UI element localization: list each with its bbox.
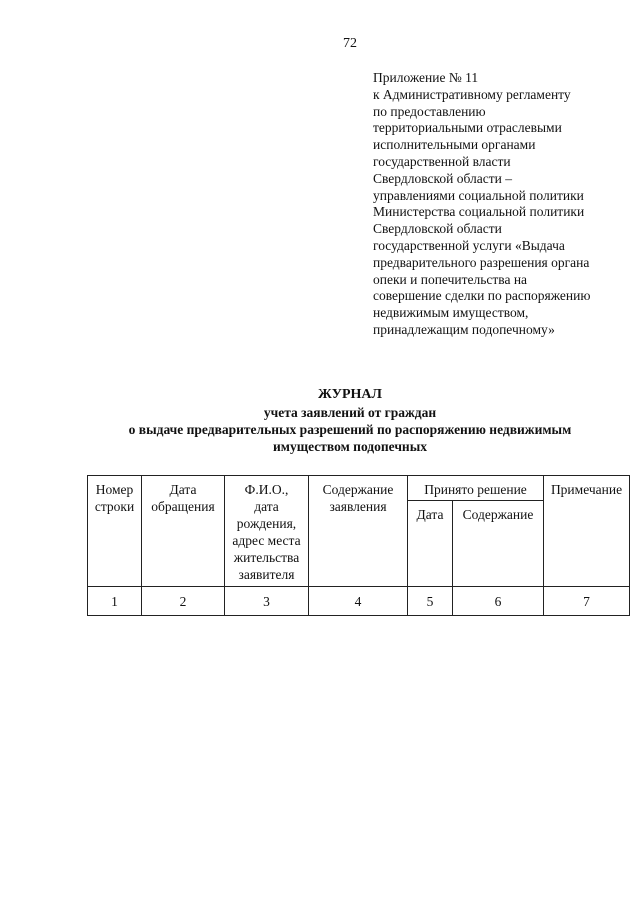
header-request-date: Дата обращения [142,476,225,587]
header-decision-content: Содержание [453,501,544,587]
journal-title: ЖУРНАЛ [318,387,382,402]
appendix-line: недвижимым имуществом, [373,305,529,321]
appendix-line: совершение сделки по распоряжению [373,288,591,304]
header-applicant-info: Ф.И.О., дата рождения, адрес места жительства заявителя [225,476,309,587]
appendix-line: Министерства социальной политики [373,204,585,220]
appendix-line: управлениями социальной политики [373,187,584,203]
appendix-line: по предоставлению [373,103,486,119]
appendix-line: предварительного разрешения органа [373,254,590,270]
appendix-line: государственной власти [373,153,511,169]
appendix-line: принадлежащим подопечному» [373,321,555,337]
header-note: Примечание [544,476,630,587]
appendix-line: территориальными отраслевыми [373,120,562,136]
appendix-line: Свердловской области [373,221,502,237]
appendix-line: к Административному регламенту [373,86,571,102]
journal-subtitle-line: учета заявлений от граждан [263,405,437,420]
column-number-cell: 6 [453,587,544,616]
column-number-cell: 3 [225,587,309,616]
table-header-row [88,476,630,501]
column-number-cell: 5 [408,587,453,616]
page-number: 72 [343,36,357,51]
appendix-line: Приложение № 11 [373,70,479,85]
appendix-line: исполнительными органами [373,137,536,153]
column-number-cell: 7 [544,587,630,616]
journal-subtitle-line: имуществом подопечных [273,439,427,454]
column-number-cell: 2 [142,587,225,616]
journal-subtitle [0,404,640,455]
table-row [88,587,630,616]
column-number-cell: 1 [88,587,142,616]
journal-subtitle-line: о выдаче предварительных разрешений по распоряжению недвижимым [128,422,572,437]
header-application-content: Содержание заявления [309,476,408,587]
appendix-block [373,70,635,339]
column-number-cell: 4 [309,587,408,616]
header-decision: Принято решение [408,476,544,501]
appendix-line: Свердловской области – [373,170,512,186]
journal-table [87,475,630,616]
appendix-line: государственной услуги «Выдача [373,237,565,253]
header-decision-date: Дата [408,501,453,587]
appendix-line: опеки и попечительства на [373,271,528,287]
header-row-number: Номер строки [88,476,142,587]
